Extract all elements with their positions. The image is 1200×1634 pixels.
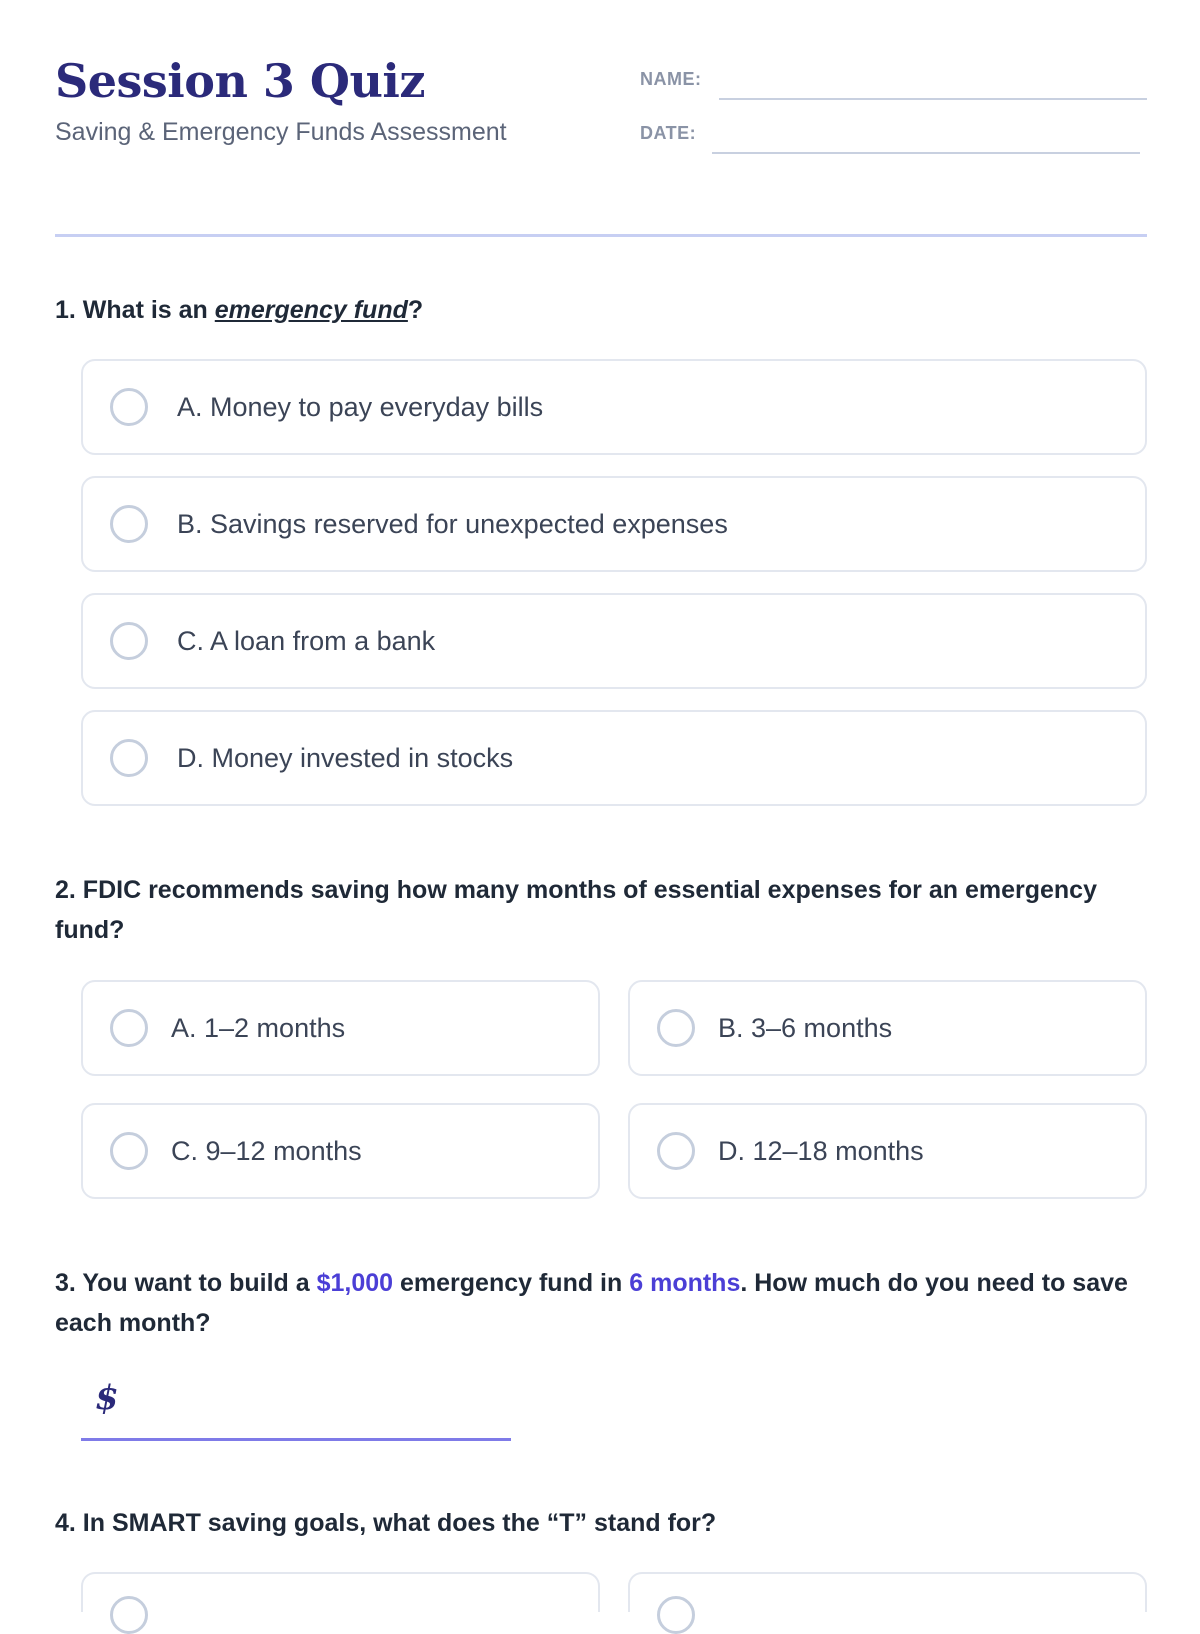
name-row [640, 60, 1147, 100]
radio-button[interactable] [110, 388, 148, 426]
option-label: B. 3–6 months [718, 1013, 893, 1043]
option-label: A. 1–2 months [171, 1013, 346, 1043]
quiz-page [55, 0, 1147, 1537]
header-divider [55, 234, 1147, 237]
radio-button[interactable] [657, 1009, 695, 1047]
radio-button[interactable] [110, 1596, 148, 1634]
option-label: B. Savings reserved for unexpected expenses [177, 509, 728, 539]
q1-option-c[interactable] [81, 593, 1147, 689]
q3-answer-input[interactable] [81, 1370, 511, 1441]
q1-option-d[interactable] [81, 710, 1147, 806]
q4-option-b[interactable] [628, 1572, 1147, 1612]
question-2: 2. FDIC recommends saving how many months of essential expenses for an emergency fund? [55, 876, 1097, 944]
radio-button[interactable] [657, 1132, 695, 1170]
q2-option-d[interactable] [628, 1103, 1147, 1199]
radio-button[interactable] [110, 1132, 148, 1170]
question-4: 4. In SMART saving goals, what does the “T” stand for? [55, 1509, 717, 1537]
date-field[interactable] [712, 152, 1140, 154]
option-label: A. Money to pay everyday bills [177, 392, 544, 422]
option-label: D. Money invested in stocks [177, 743, 514, 773]
question-3-amount: $1,000 [316, 1269, 394, 1297]
q2-option-c[interactable] [81, 1103, 600, 1199]
q2-option-b[interactable] [628, 980, 1147, 1076]
question-1-emphasis: emergency fund [214, 296, 408, 324]
date-row [640, 114, 1140, 154]
question-1-suffix: ? [407, 296, 424, 324]
q1-option-b[interactable] [81, 476, 1147, 572]
option-label: C. 9–12 months [171, 1136, 362, 1166]
radio-button[interactable] [110, 622, 148, 660]
date-label: DATE: [640, 123, 697, 143]
radio-button[interactable] [657, 1596, 695, 1634]
question-3-text: 3. You want to build a [55, 1269, 317, 1297]
radio-button[interactable] [110, 1009, 148, 1047]
option-label: C. A loan from a bank [177, 626, 436, 656]
q2-option-a[interactable] [81, 980, 600, 1076]
q1-option-a[interactable] [81, 359, 1147, 455]
radio-button[interactable] [110, 739, 148, 777]
question-3-duration: 6 months [629, 1269, 741, 1297]
name-label: NAME: [640, 69, 702, 89]
quiz-header [55, 0, 1147, 240]
question-3-text-3: . How much do you need to save each month? [55, 1269, 1128, 1337]
page-title: Session 3 Quiz [55, 54, 426, 108]
question-1-text: 1. What is an [55, 296, 215, 324]
question-3-text-2: emergency fund in [393, 1269, 630, 1297]
dollar-sign: $ [95, 1378, 119, 1418]
name-field[interactable] [719, 98, 1147, 100]
option-label: D. 12–18 months [718, 1136, 924, 1166]
question-1 [55, 290, 423, 330]
q4-option-a[interactable] [81, 1572, 600, 1612]
page-subtitle: Saving & Emergency Funds Assessment [55, 118, 507, 146]
question-3 [55, 1263, 1147, 1343]
radio-button[interactable] [110, 505, 148, 543]
